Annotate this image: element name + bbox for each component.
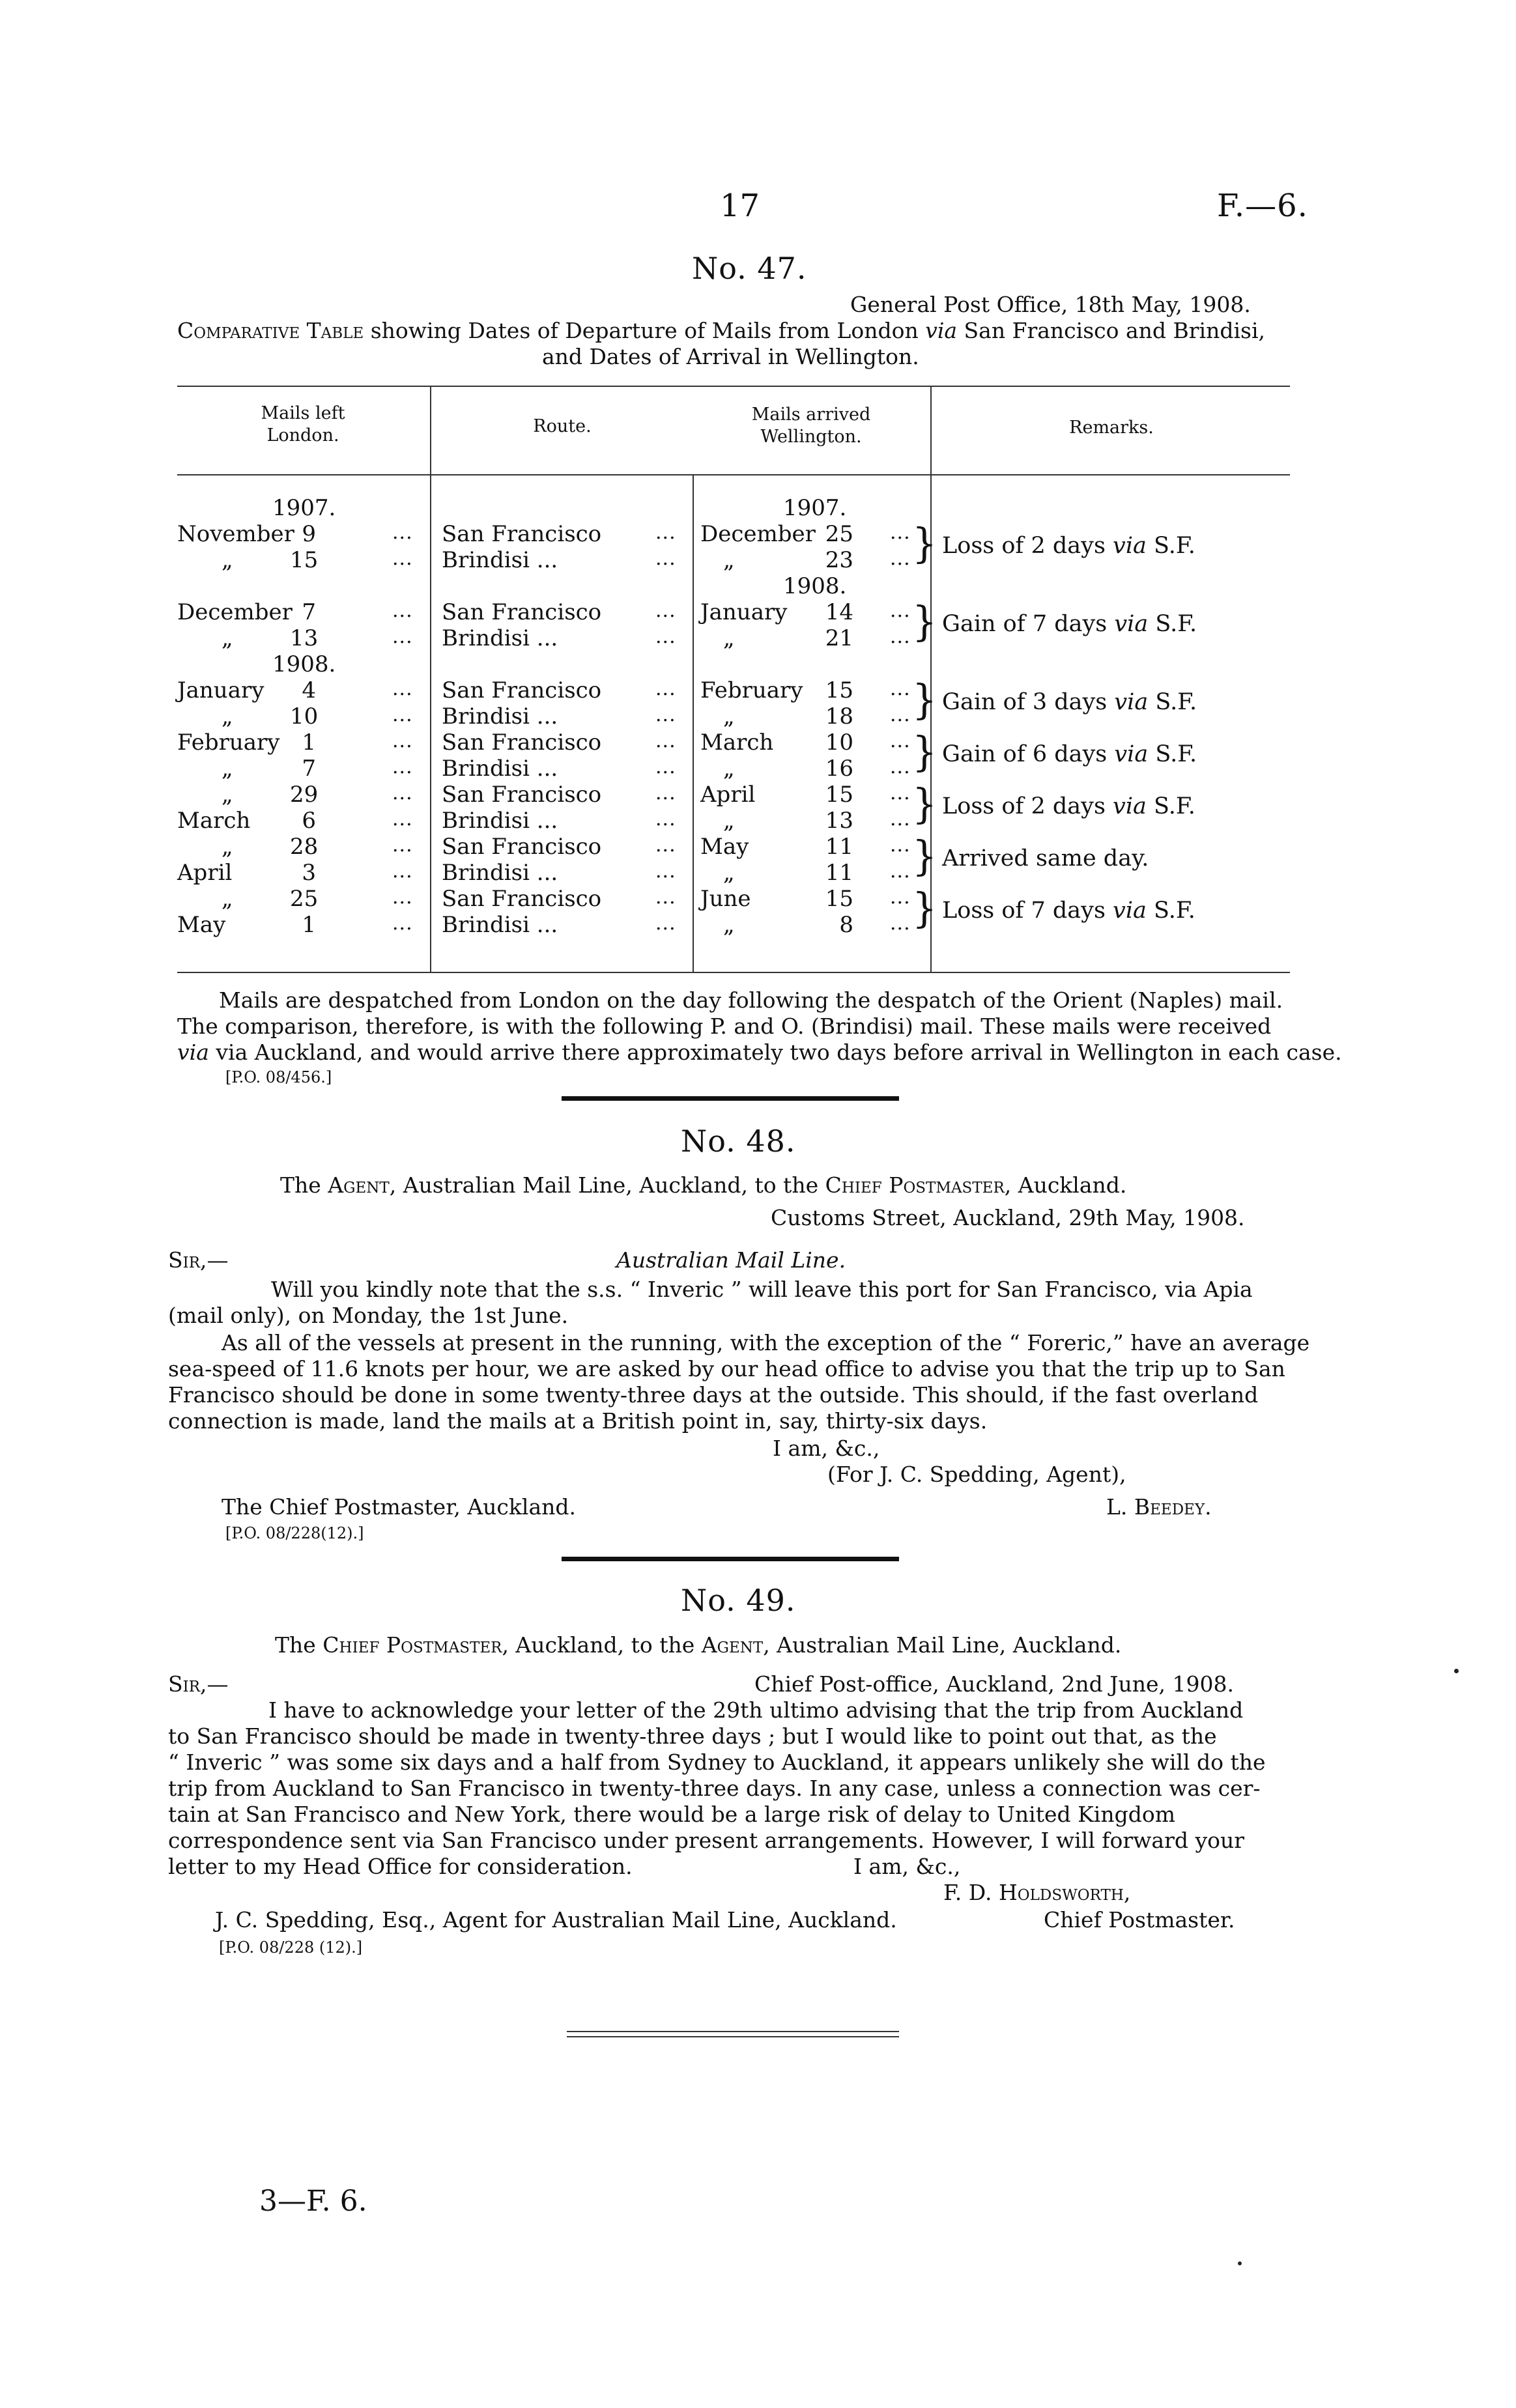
cell-route: Brindisi ...: [442, 808, 558, 834]
leader-dots: ...: [890, 860, 911, 883]
remark-text: Arrived same day.: [942, 845, 1149, 871]
remark-text: Loss of 2 days via S.F.: [942, 533, 1195, 559]
leader-dots: ...: [655, 886, 676, 909]
section-heading-47: No. 47.: [692, 251, 807, 286]
cell-left-month: February: [177, 729, 280, 756]
cell-route: Brindisi ...: [442, 703, 558, 729]
cell-left-month: „: [222, 547, 233, 573]
salutation-48: Sir,—: [168, 1247, 229, 1273]
cell-arrived-day: 16: [825, 756, 853, 782]
table-divider-1: [430, 387, 431, 474]
bracket-brace: }: [912, 885, 937, 933]
column-header-left-2: London.: [266, 425, 339, 446]
place-date-48: Customs Street, Auckland, 29th May, 1908.: [771, 1205, 1245, 1230]
leader-dots: ...: [392, 808, 413, 830]
address-48-e: , Auckland.: [1004, 1172, 1127, 1198]
section-divider-2: [562, 1557, 899, 1561]
cell-route: San Francisco: [442, 729, 602, 756]
leader-dots: ...: [655, 703, 676, 726]
column-header-remarks: Remarks.: [1069, 418, 1154, 438]
letter-48-line-1: Will you kindly note that the s.s. “ Inveric ” will leave this port for San Francisco, via Apia: [271, 1277, 1253, 1302]
cell-arrived-month: „: [723, 703, 735, 729]
letter-49-line-2: to San Francisco should be made in twenty-three days ; but I would like to point out that, as the: [168, 1723, 1217, 1749]
cell-arrived-day: 11: [825, 860, 853, 886]
address-49-d: Agent: [701, 1632, 764, 1658]
leader-dots: ...: [890, 625, 911, 648]
leader-dots: ...: [392, 729, 413, 752]
cell-left-day: 7: [302, 756, 316, 782]
note-via: via: [177, 1040, 209, 1065]
table-title-via: via: [925, 318, 958, 343]
note-line-3: [177, 1040, 1342, 1066]
leader-dots: ...: [890, 756, 911, 778]
address-48-b: Agent: [328, 1172, 390, 1198]
cell-left-day: 15: [290, 547, 319, 573]
leader-dots: ...: [890, 599, 911, 622]
leader-dots: ...: [392, 782, 413, 804]
year-label-left: 1908.: [272, 651, 336, 677]
leader-dots: ...: [890, 729, 911, 752]
column-header-arrived-2: Wellington.: [760, 427, 862, 447]
cell-route: Brindisi ...: [442, 912, 558, 938]
leader-dots: ...: [392, 677, 413, 700]
cell-arrived-day: 8: [839, 912, 853, 938]
cell-route: Brindisi ...: [442, 547, 558, 573]
salutation-49: Sir,—: [168, 1671, 229, 1697]
remark-text: Gain of 6 days via S.F.: [942, 741, 1197, 767]
print-speck: [1454, 1669, 1459, 1673]
leader-dots: ...: [890, 808, 911, 830]
subject-48: Australian Mail Line.: [616, 1247, 846, 1273]
address-48-c: , Australian Mail Line, Auckland, to the: [389, 1172, 825, 1198]
leader-dots: ...: [890, 834, 911, 857]
cell-left-month: „: [222, 834, 233, 860]
leader-dots: ...: [655, 599, 676, 622]
cell-left-day: 1: [302, 912, 316, 938]
bracket-brace: }: [912, 728, 937, 776]
leader-dots: ...: [392, 912, 413, 935]
cell-left-month: April: [177, 860, 233, 886]
for-line-48: (For J. C. Spedding, Agent),: [827, 1462, 1126, 1487]
cell-left-month: May: [177, 912, 226, 938]
cell-arrived-month: February: [700, 677, 803, 703]
cell-left-month: January: [177, 677, 265, 703]
leader-dots: ...: [392, 860, 413, 883]
leader-dots: ...: [890, 547, 911, 570]
cell-left-month: December: [177, 599, 293, 625]
print-speck: [1238, 2261, 1242, 2265]
leader-dots: ...: [655, 625, 676, 648]
cell-arrived-day: 10: [825, 729, 853, 756]
cell-arrived-month: December: [700, 521, 816, 547]
closing-48: I am, &c.,: [773, 1436, 880, 1461]
cell-arrived-day: 14: [825, 599, 853, 625]
letter-48-line-3: As all of the vessels at present in the running, with the exception of the “ Foreric,” have an average: [222, 1330, 1310, 1355]
file-reference-49: [P.O. 08/228 (12).]: [219, 1938, 363, 1957]
table-title-line-1: [177, 318, 1265, 344]
page-number: 17: [720, 188, 760, 224]
cell-arrived-day: 15: [825, 782, 853, 808]
cell-left-month: „: [222, 625, 233, 651]
leader-dots: ...: [890, 677, 911, 700]
cell-route: Brindisi ...: [442, 625, 558, 651]
leader-dots: ...: [890, 521, 911, 544]
cell-arrived-month: „: [723, 860, 735, 886]
section-heading-48: No. 48.: [681, 1124, 796, 1159]
leader-dots: ...: [655, 912, 676, 935]
letter-48-line-5: Francisco should be done in some twenty-three days at the outside. This should, if the fast overland: [168, 1382, 1259, 1408]
cell-left-day: 1: [302, 729, 316, 756]
address-line-49: [275, 1632, 1121, 1658]
leader-dots: ...: [392, 834, 413, 857]
leader-dots: ...: [890, 886, 911, 909]
addressee-48: The Chief Postmaster, Auckland.: [222, 1494, 576, 1520]
sheet-reference: 3—F. 6.: [259, 2185, 367, 2218]
table-divider-2-body: [693, 475, 694, 972]
cell-arrived-day: 23: [825, 547, 853, 573]
leader-dots: ...: [655, 860, 676, 883]
cell-left-day: 25: [290, 886, 319, 912]
cell-route: San Francisco: [442, 599, 602, 625]
bracket-brace: }: [912, 598, 937, 646]
leader-dots: ...: [890, 782, 911, 804]
letter-49-line-5: tain at San Francisco and New York, there would be a large risk of delay to United Kingdom: [168, 1802, 1175, 1827]
cell-route: Brindisi ...: [442, 756, 558, 782]
leader-dots: ...: [890, 912, 911, 935]
table-title-caps: Comparative Table: [177, 318, 364, 343]
note-line-3-text: via Auckland, and would arrive there approximately two days before arrival in Wellington in each case.: [216, 1040, 1342, 1065]
year-label-left: 1907.: [272, 495, 336, 521]
table-header-rule: [177, 474, 1290, 475]
leader-dots: ...: [392, 521, 413, 544]
leader-dots: ...: [392, 625, 413, 648]
remark-text: Loss of 7 days via S.F.: [942, 898, 1195, 924]
address-49-b: Chief Postmaster: [322, 1632, 502, 1658]
cell-left-month: „: [222, 782, 233, 808]
remark-text: Gain of 7 days via S.F.: [942, 611, 1197, 637]
table-top-rule: [177, 386, 1290, 387]
signatory-48: L. Beedey.: [1106, 1494, 1212, 1520]
signatory-49: F. D. Holdsworth,: [943, 1880, 1131, 1905]
cell-arrived-month: January: [700, 599, 788, 625]
addressee-49: J. C. Spedding, Esq., Agent for Australian Mail Line, Auckland.: [215, 1907, 897, 1933]
remark-text: Gain of 3 days via S.F.: [942, 689, 1197, 715]
letter-49-line-3: “ Inveric ” was some six days and a half from Sydney to Auckland, it appears unlikely she will do the: [168, 1749, 1266, 1775]
cell-left-day: 10: [290, 703, 319, 729]
cell-left-month: „: [222, 886, 233, 912]
cell-left-day: 6: [302, 808, 316, 834]
cell-left-day: 29: [290, 782, 319, 808]
cell-arrived-day: 11: [825, 834, 853, 860]
column-header-arrived-1: Mails arrived: [751, 404, 871, 425]
end-rule-1: [567, 2031, 899, 2032]
column-header-left-1: Mails left: [261, 403, 345, 423]
cell-arrived-month: „: [723, 625, 735, 651]
file-reference-47: [P.O. 08/456.]: [225, 1068, 332, 1086]
cell-route: San Francisco: [442, 677, 602, 703]
address-48-a: The: [280, 1172, 328, 1198]
cell-route: San Francisco: [442, 521, 602, 547]
cell-left-day: 9: [302, 521, 316, 547]
leader-dots: ...: [392, 756, 413, 778]
leader-dots: ...: [655, 756, 676, 778]
leader-dots: ...: [655, 834, 676, 857]
cell-route: San Francisco: [442, 782, 602, 808]
cell-left-day: 13: [290, 625, 319, 651]
bracket-brace: }: [912, 832, 937, 881]
cell-arrived-month: „: [723, 912, 735, 938]
table-title-text-b: San Francisco and Brindisi,: [957, 318, 1266, 343]
table-divider-1-body: [430, 475, 431, 972]
leader-dots: ...: [655, 547, 676, 570]
cell-arrived-month: June: [700, 886, 751, 912]
leader-dots: ...: [392, 886, 413, 909]
cell-arrived-day: 15: [825, 677, 853, 703]
table-divider-3: [930, 387, 932, 474]
letter-49-line-7: letter to my Head Office for consideration.: [168, 1854, 633, 1879]
cell-left-day: 7: [302, 599, 316, 625]
bracket-brace: }: [912, 520, 937, 568]
cell-left-day: 4: [302, 677, 316, 703]
cell-arrived-day: 18: [825, 703, 853, 729]
cell-left-month: „: [222, 703, 233, 729]
cell-arrived-month: May: [700, 834, 749, 860]
address-48-d: Chief Postmaster: [825, 1172, 1005, 1198]
cell-arrived-month: March: [700, 729, 774, 756]
document-reference: F.—6.: [1217, 188, 1308, 224]
letter-48-line-4: sea-speed of 11.6 knots per hour, we are asked by our head office to advise you that the trip up to San: [168, 1356, 1285, 1381]
bracket-brace: }: [912, 780, 937, 829]
leader-dots: ...: [392, 703, 413, 726]
cell-left-day: 28: [290, 834, 319, 860]
cell-arrived-month: „: [723, 808, 735, 834]
address-49-e: , Australian Mail Line, Auckland.: [763, 1632, 1122, 1658]
file-reference-48: [P.O. 08/228(12).]: [225, 1524, 364, 1542]
address-49-a: The: [275, 1632, 323, 1658]
cell-route: San Francisco: [442, 886, 602, 912]
letter-49-line-6: correspondence sent via San Francisco under present arrangements. However, I will forward your: [168, 1828, 1245, 1853]
leader-dots: ...: [890, 703, 911, 726]
cell-arrived-month: April: [700, 782, 756, 808]
leader-dots: ...: [655, 677, 676, 700]
year-label-arrived: 1907.: [783, 495, 847, 521]
leader-dots: ...: [392, 599, 413, 622]
cell-left-month: November: [177, 521, 294, 547]
column-header-left: [182, 403, 423, 447]
signatory-title-49: Chief Postmaster.: [1044, 1907, 1235, 1933]
cell-route: Brindisi ...: [442, 860, 558, 886]
place-date-47: General Post Office, 18th May, 1908.: [850, 292, 1251, 317]
table-title-line-2: and Dates of Arrival in Wellington.: [542, 344, 919, 369]
leader-dots: ...: [655, 521, 676, 544]
letter-49-line-4: trip from Auckland to San Francisco in twenty-three days. In any case, unless a connection was cer-: [168, 1776, 1261, 1801]
address-line-48: [280, 1172, 1126, 1198]
letter-49-line-1: I have to acknowledge your letter of the 29th ultimo advising that the trip from Auckland: [268, 1697, 1244, 1723]
place-date-49: Chief Post-office, Auckland, 2nd June, 1908.: [754, 1671, 1234, 1697]
end-rule-2: [567, 2036, 899, 2037]
cell-arrived-month: „: [723, 756, 735, 782]
leader-dots: ...: [655, 782, 676, 804]
cell-arrived-day: 15: [825, 886, 853, 912]
letter-48-line-6: connection is made, land the mails at a British point in, say, thirty-six days.: [168, 1408, 988, 1434]
column-header-route: Route.: [533, 416, 592, 436]
cell-arrived-day: 21: [825, 625, 853, 651]
table-title-text-a: showing Dates of Departure of Mails from London: [364, 318, 926, 343]
cell-route: San Francisco: [442, 834, 602, 860]
table-bottom-rule: [177, 972, 1290, 973]
cell-arrived-day: 13: [825, 808, 853, 834]
section-divider-1: [562, 1096, 899, 1101]
leader-dots: ...: [392, 547, 413, 570]
section-heading-49: No. 49.: [681, 1583, 796, 1618]
note-line-2: The comparison, therefore, is with the following P. and O. (Brindisi) mail. These mails were received: [177, 1013, 1272, 1039]
cell-left-day: 3: [302, 860, 316, 886]
cell-left-month: „: [222, 756, 233, 782]
closing-49: I am, &c.,: [853, 1854, 961, 1879]
letter-48-line-2: (mail only), on Monday, the 1st June.: [168, 1303, 569, 1328]
address-49-c: , Auckland, to the: [502, 1632, 702, 1658]
bracket-brace: }: [912, 676, 937, 724]
leader-dots: ...: [655, 808, 676, 830]
remark-text: Loss of 2 days via S.F.: [942, 793, 1195, 819]
cell-arrived-day: 25: [825, 521, 853, 547]
cell-arrived-month: „: [723, 547, 735, 573]
note-line-1: Mails are despatched from London on the day following the despatch of the Orient (Naples) mail.: [219, 987, 1283, 1013]
cell-left-month: March: [177, 808, 251, 834]
year-label-arrived: 1908.: [783, 573, 847, 599]
leader-dots: ...: [655, 729, 676, 752]
column-header-arrived: [697, 404, 925, 448]
